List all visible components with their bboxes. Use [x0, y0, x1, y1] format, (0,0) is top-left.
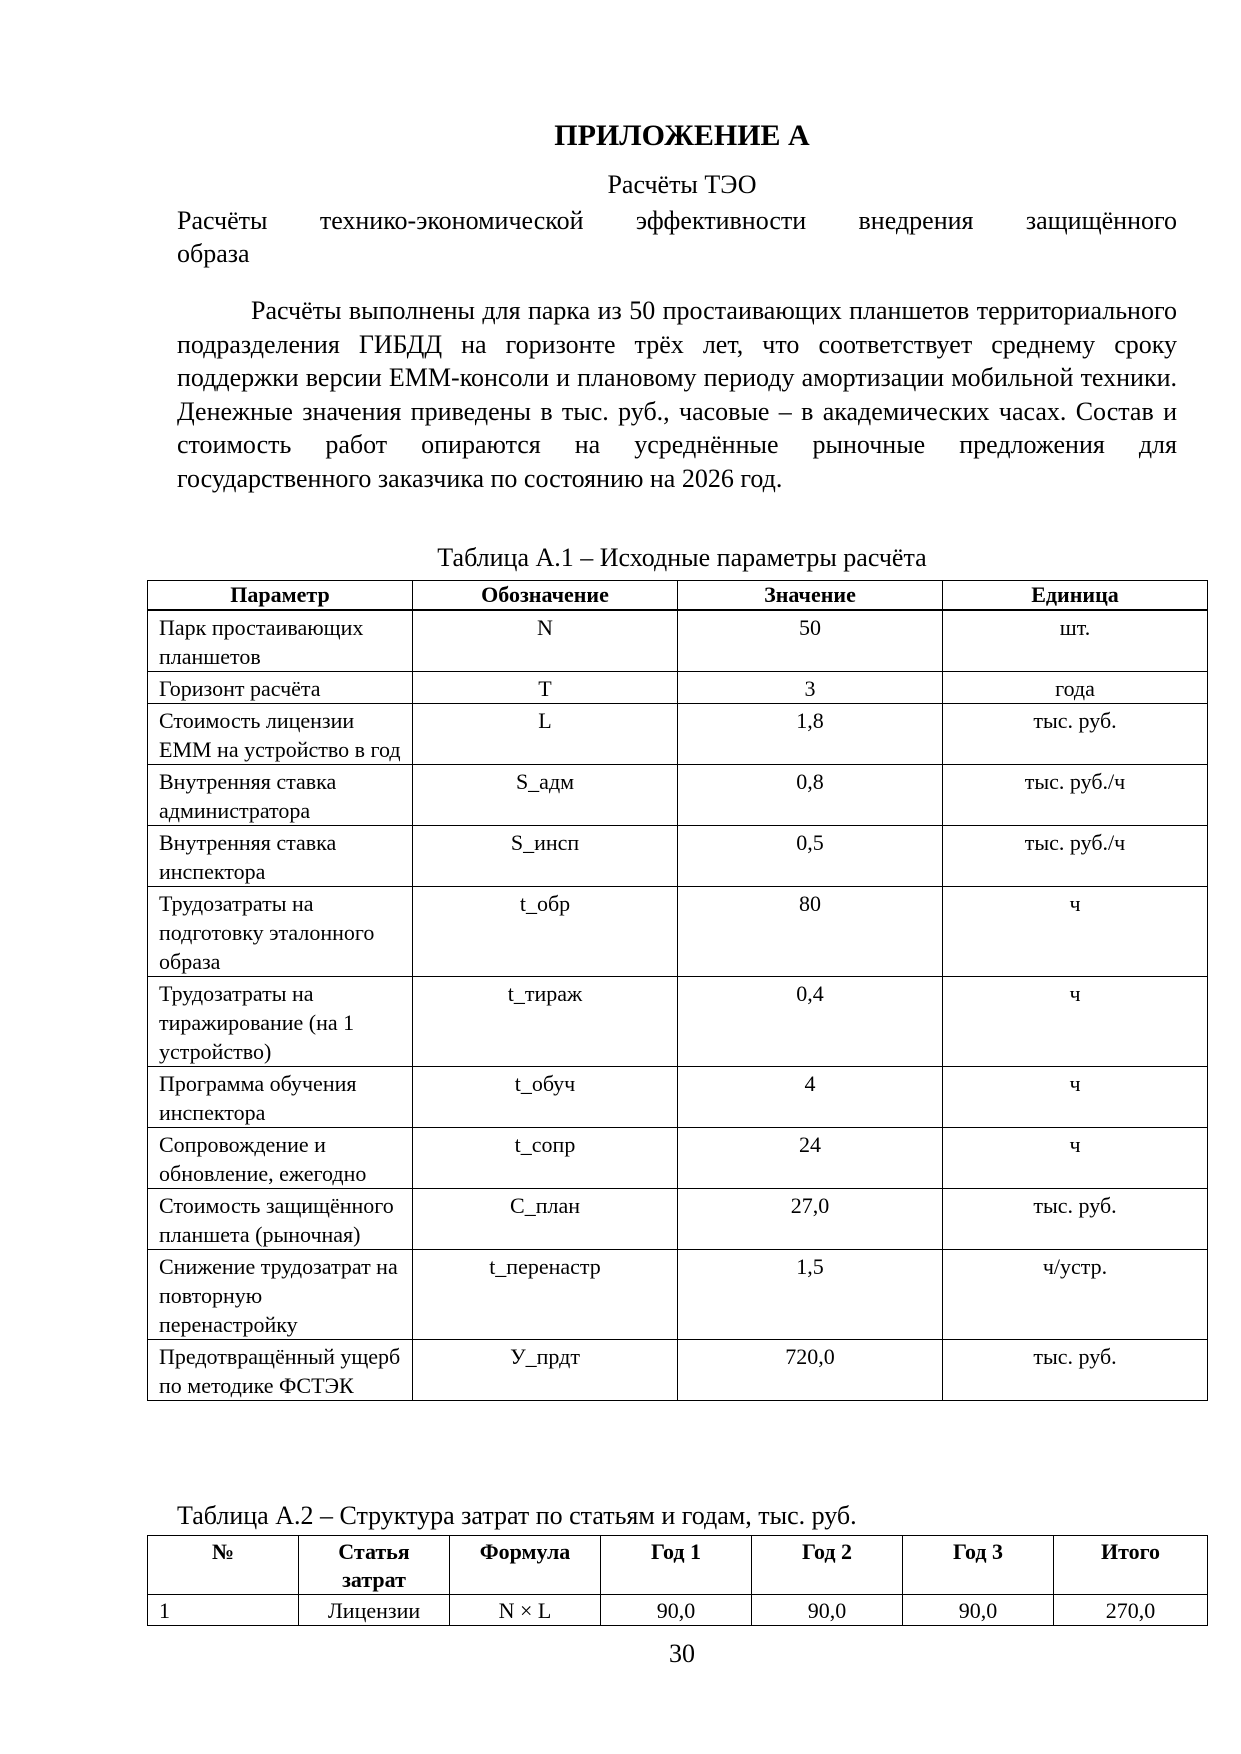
table-cell: 720,0 — [678, 1340, 943, 1401]
table-row — [148, 1340, 1208, 1401]
table-cell: 90,0 — [752, 1595, 903, 1626]
table-cell: T — [413, 672, 678, 704]
table-cell: тыс. руб./ч — [943, 765, 1208, 826]
table-cell: 90,0 — [903, 1595, 1054, 1626]
table-cell: У_прдт — [413, 1340, 678, 1401]
table-cell: Внутренняя ставка администратора — [148, 765, 413, 826]
table-cell: 1,8 — [678, 704, 943, 765]
header-cell: Единица — [943, 581, 1208, 611]
table-row — [148, 672, 1208, 704]
table-cell: Предотвращённый ущерб по методике ФСТЭК — [148, 1340, 413, 1401]
table-cell: 90,0 — [601, 1595, 752, 1626]
table-cell: t_обуч — [413, 1067, 678, 1128]
table-cell: ч — [943, 887, 1208, 977]
page-number: 30 — [669, 1639, 695, 1668]
table-cell: года — [943, 672, 1208, 704]
table-cell: ч — [943, 1128, 1208, 1189]
table-header-row — [148, 1536, 1208, 1595]
table-cell: тыс. руб./ч — [943, 826, 1208, 887]
section-title-line1: Расчёты технико-экономической эффективности внедрения защищённого — [177, 206, 1177, 235]
table-cell: Программа обучения инспектора — [148, 1067, 413, 1128]
table-row — [148, 1250, 1208, 1340]
table-header-row — [148, 581, 1208, 611]
header-cell: Обозначение — [413, 581, 678, 611]
table-cell: Трудозатраты на подготовку эталонного образа — [148, 887, 413, 977]
table-cell: t_тираж — [413, 977, 678, 1067]
table-row — [148, 826, 1208, 887]
table-cell: Трудозатраты на тиражирование (на 1 устройство) — [148, 977, 413, 1067]
table-cell: Внутренняя ставка инспектора — [148, 826, 413, 887]
table-cell: S_адм — [413, 765, 678, 826]
table-cell: Лицензии — [299, 1595, 450, 1626]
table-cell: S_инсп — [413, 826, 678, 887]
table-cell: ч — [943, 977, 1208, 1067]
header-cell: Год 1 — [601, 1536, 752, 1595]
table-cell: t_сопр — [413, 1128, 678, 1189]
costs-table — [147, 1535, 1208, 1626]
table2-caption: Таблица А.2 – Структура затрат по статьям и годам, тыс. руб. — [177, 1501, 857, 1530]
table-cell: 27,0 — [678, 1189, 943, 1250]
table-cell: t_перенастр — [413, 1250, 678, 1340]
table-row — [148, 765, 1208, 826]
table-cell: 0,8 — [678, 765, 943, 826]
table-cell: шт. — [943, 610, 1208, 672]
table-row — [148, 1189, 1208, 1250]
table-row — [148, 610, 1208, 672]
section-title — [177, 204, 1177, 270]
parameters-table — [147, 580, 1208, 1401]
header-cell: Значение — [678, 581, 943, 611]
table-row — [148, 704, 1208, 765]
table-cell: Парк простаивающих планшетов — [148, 610, 413, 672]
table-cell: 270,0 — [1054, 1595, 1208, 1626]
table-cell: 24 — [678, 1128, 943, 1189]
table-cell: N × L — [450, 1595, 601, 1626]
table-cell: Снижение трудозатрат на повторную перенастройку — [148, 1250, 413, 1340]
header-cell: Год 2 — [752, 1536, 903, 1595]
table-cell: ч — [943, 1067, 1208, 1128]
table-cell: Стоимость лицензии EMM на устройство в год — [148, 704, 413, 765]
header-cell: Формула — [450, 1536, 601, 1595]
table-cell: ч/устр. — [943, 1250, 1208, 1340]
table-row — [148, 1128, 1208, 1189]
table1-caption: Таблица А.1 – Исходные параметры расчёта — [437, 543, 927, 572]
table-cell: 80 — [678, 887, 943, 977]
table-cell: Сопровождение и обновление, ежегодно — [148, 1128, 413, 1189]
table-cell: 0,4 — [678, 977, 943, 1067]
table-row — [148, 1067, 1208, 1128]
header-cell: № — [148, 1536, 299, 1595]
table-row — [148, 1595, 1208, 1626]
table-cell: 3 — [678, 672, 943, 704]
table-cell: 1 — [148, 1595, 299, 1626]
header-cell: Итого — [1054, 1536, 1208, 1595]
table-cell: 4 — [678, 1067, 943, 1128]
table-cell: 0,5 — [678, 826, 943, 887]
table-cell: тыс. руб. — [943, 704, 1208, 765]
table-cell: Горизонт расчёта — [148, 672, 413, 704]
table-cell: 50 — [678, 610, 943, 672]
section-title-line2: образа — [177, 239, 250, 268]
table-cell: t_обр — [413, 887, 678, 977]
appendix-subtitle: Расчёты ТЭО — [607, 170, 757, 199]
header-cell: Параметр — [148, 581, 413, 611]
table-cell: C_план — [413, 1189, 678, 1250]
header-cell: Статья затрат — [299, 1536, 450, 1595]
table-cell: Стоимость защищённого планшета (рыночная) — [148, 1189, 413, 1250]
table-cell: L — [413, 704, 678, 765]
table-cell: тыс. руб. — [943, 1340, 1208, 1401]
appendix-title: ПРИЛОЖЕНИЕ А — [554, 119, 810, 152]
intro-paragraph: Расчёты выполнены для парка из 50 простаивающих планшетов территориального подразделения ГИБДД на горизонте трёх лет, что соответствует среднему сроку поддержки версии EMM-консоли и плановому периоду амортизации мобильной техники. Денежные значения приведены в тыс. руб., часовые – в академических часах. Состав и стоимость работ опираются на усреднённые рыночные предложения для государственного заказчика по состоянию на 2026 год. — [177, 296, 1177, 493]
table-row — [148, 977, 1208, 1067]
header-cell: Год 3 — [903, 1536, 1054, 1595]
table-cell: тыс. руб. — [943, 1189, 1208, 1250]
table-cell: N — [413, 610, 678, 672]
table-row — [148, 887, 1208, 977]
table-cell: 1,5 — [678, 1250, 943, 1340]
